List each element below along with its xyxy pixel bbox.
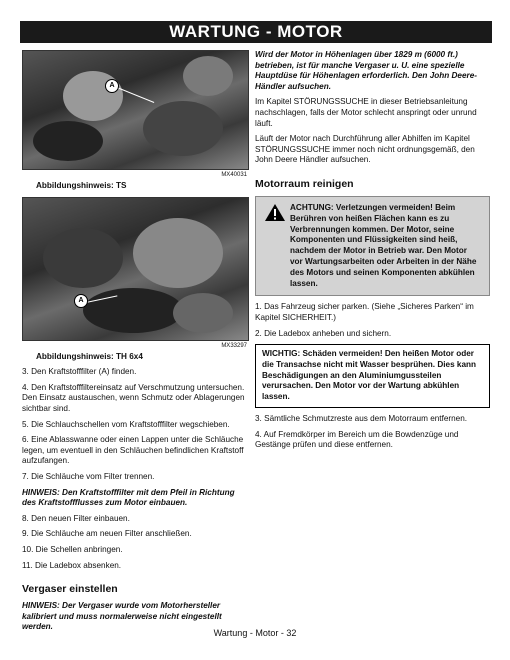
page-title: WARTUNG - MOTOR [169, 22, 343, 41]
step-item: 8. Den neuen Filter einbauen. [22, 513, 130, 523]
step-item: 5. Die Schlauchschellen vom Kraftstofffilter wegschieben. [22, 419, 230, 429]
figure-id: MX33297 [221, 342, 247, 349]
paragraph: Läuft der Motor nach Durchführung aller Abhilfen im Kapitel STÖRUNGSSUCHE immer noch nicht ordnungsgemäß, den John Deere Händler aufsuchen. [255, 134, 475, 165]
figure-id: MX40031 [221, 172, 247, 178]
section-heading: Vergaser einstellen [22, 583, 118, 596]
callout-a: A [105, 79, 119, 93]
step-item: 3. Sämtliche Schmutzreste aus dem Motorraum entfernen. [255, 414, 468, 424]
engine-photo-th6x4 [22, 197, 249, 341]
page-header [20, 21, 492, 43]
step-item: 1. Das Fahrzeug sicher parken. (Siehe „Sicheres Parken“ im Kapitel SICHERHEIT.) [255, 302, 474, 322]
left-column [22, 50, 247, 638]
step-item: 10. Die Schellen anbringen. [22, 544, 123, 554]
step-item: 2. Die Ladebox anheben und sichern. [255, 328, 392, 338]
step-item: 3. Den Kraftstofffilter (A) finden. [22, 367, 137, 377]
step-item: 9. Die Schläuche am neuen Filter anschließen. [22, 529, 192, 539]
page-footer: Wartung - Motor - 32 [213, 628, 297, 638]
hint-note: HINWEIS: Der Vergaser wurde vom Motorhersteller kalibriert und muss normalerweise nicht eingestellt werden. [22, 601, 222, 632]
step-item: 11. Die Ladebox absenken. [22, 560, 122, 570]
step-item: 6. Eine Ablasswanne oder einen Lappen unter die Schläuche legen, um eventuell in den Schläuchen befindlichen Kraftstoff aufzufangen. [22, 435, 244, 466]
engine-photo-ts [22, 50, 249, 170]
right-column [255, 50, 490, 456]
hint-note: HINWEIS: Den Kraftstofffilter mit dem Pfeil in Richtung des Kraftstoffflusses zum Motor einbauen. [22, 487, 235, 508]
warning-text: ACHTUNG: Verletzungen vermeiden! Beim Berühren von heißen Flächen kann es zu Verbrennungen kommen. Der Motor, seine Komponenten und Flüssigkeiten sind heiß, nachdem der Motor in Betrieb war. Den Motor vor Wartungsarbeiten oder Arbeiten in der Nähe des Motors und seinen Komponenten abkühlen lassen. [290, 202, 477, 288]
step-item: 4. Den Kraftstofffiltereinsatz auf Verschmutzung untersuchen. Den Einsatz austauschen, wenn Schmutz oder Ablagerungen sichtbar sind. [22, 382, 245, 413]
callout-a: A [74, 294, 88, 308]
section-heading: Motorraum reinigen [255, 177, 354, 190]
altitude-note: Wird der Motor in Höhenlagen über 1829 m (6000 ft.) betrieben, ist für manche Vergaser u. U. eine spezielle Hauptdüse für Höhenlagen erforderlich. Den John Deere-Händler aufsuchen. [255, 50, 478, 91]
step-item: 4. Auf Fremdkörper im Bereich um die Bowdenzüge und Gestänge prüfen und diese entfernen. [255, 429, 459, 450]
figure-reference: Abbildungshinweis: TH 6x4 [36, 351, 143, 361]
step-item: 7. Die Schläuche vom Filter trennen. [22, 471, 155, 481]
warning-triangle-icon [264, 203, 286, 222]
paragraph: Im Kapitel STÖRUNGSSUCHE in dieser Betriebsanleitung nachschlagen, falls der Motor schlecht anspringt oder unrund läuft. [255, 97, 477, 128]
warning-box [255, 196, 490, 296]
important-box: WICHTIG: Schäden vermeiden! Den heißen Motor oder die Transachse nicht mit Wasser besprühen. Dies kann Beschädigungen an den Aluminiumgussteilen verursachen. Den Motor vor der Wartung abkühlen lassen. [255, 344, 490, 408]
figure-reference: Abbildungshinweis: TS [36, 181, 127, 190]
